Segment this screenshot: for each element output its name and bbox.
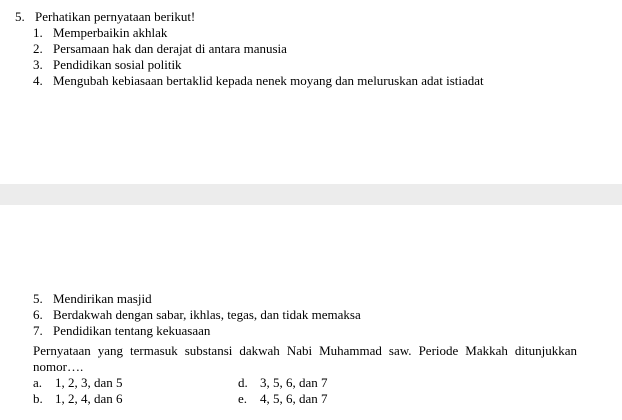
statement-number: 6. — [33, 307, 43, 322]
statement-list-top — [33, 25, 484, 89]
statement-item — [33, 57, 484, 73]
option-a[interactable] — [33, 375, 123, 391]
statement-list-bottom — [33, 291, 361, 339]
statement-item — [33, 323, 361, 339]
statement-text: Mendirikan masjid — [53, 291, 152, 306]
statement-text: Pendidikan sosial politik — [53, 57, 182, 72]
question-stem: Pernyataan yang termasuk substansi dakwah Nabi Muhammad saw. Periode Makkah ditunjukkan nomor…. — [33, 343, 577, 374]
statement-text: Memperbaikin akhlak — [53, 25, 168, 40]
question-prompt: Perhatikan pernyataan berikut! — [35, 9, 196, 24]
option-text: 3, 5, 6, dan 7 — [260, 375, 328, 390]
option-label: d. — [238, 375, 248, 390]
question-header — [15, 9, 195, 25]
statement-number: 1. — [33, 25, 43, 40]
option-label: b. — [33, 391, 43, 406]
option-label: a. — [33, 375, 43, 390]
statement-number: 2. — [33, 41, 43, 56]
statement-item — [33, 41, 484, 57]
statement-text: Mengubah kebiasaan bertaklid kepada nenek moyang dan meluruskan adat istiadat — [53, 73, 484, 88]
question-number: 5. — [15, 9, 25, 24]
statement-text: Persamaan hak dan derajat di antara manusia — [53, 41, 287, 56]
option-text: 4, 5, 6, dan 7 — [260, 391, 328, 406]
statement-number: 3. — [33, 57, 43, 72]
page-break-band — [0, 184, 622, 205]
option-label: e. — [238, 391, 248, 406]
statement-item — [33, 25, 484, 41]
statement-item — [33, 73, 484, 89]
statement-item — [33, 291, 361, 307]
statement-number: 5. — [33, 291, 43, 306]
option-d[interactable] — [238, 375, 328, 391]
option-text: 1, 2, 3, dan 5 — [55, 375, 123, 390]
statement-number: 7. — [33, 323, 43, 338]
option-e[interactable] — [238, 391, 328, 407]
option-text: 1, 2, 4, dan 6 — [55, 391, 123, 406]
statement-item — [33, 307, 361, 323]
statement-text: Pendidikan tentang kekuasaan — [53, 323, 211, 338]
statement-text: Berdakwah dengan sabar, ikhlas, tegas, dan tidak memaksa — [53, 307, 361, 322]
option-b[interactable] — [33, 391, 123, 407]
statement-number: 4. — [33, 73, 43, 88]
